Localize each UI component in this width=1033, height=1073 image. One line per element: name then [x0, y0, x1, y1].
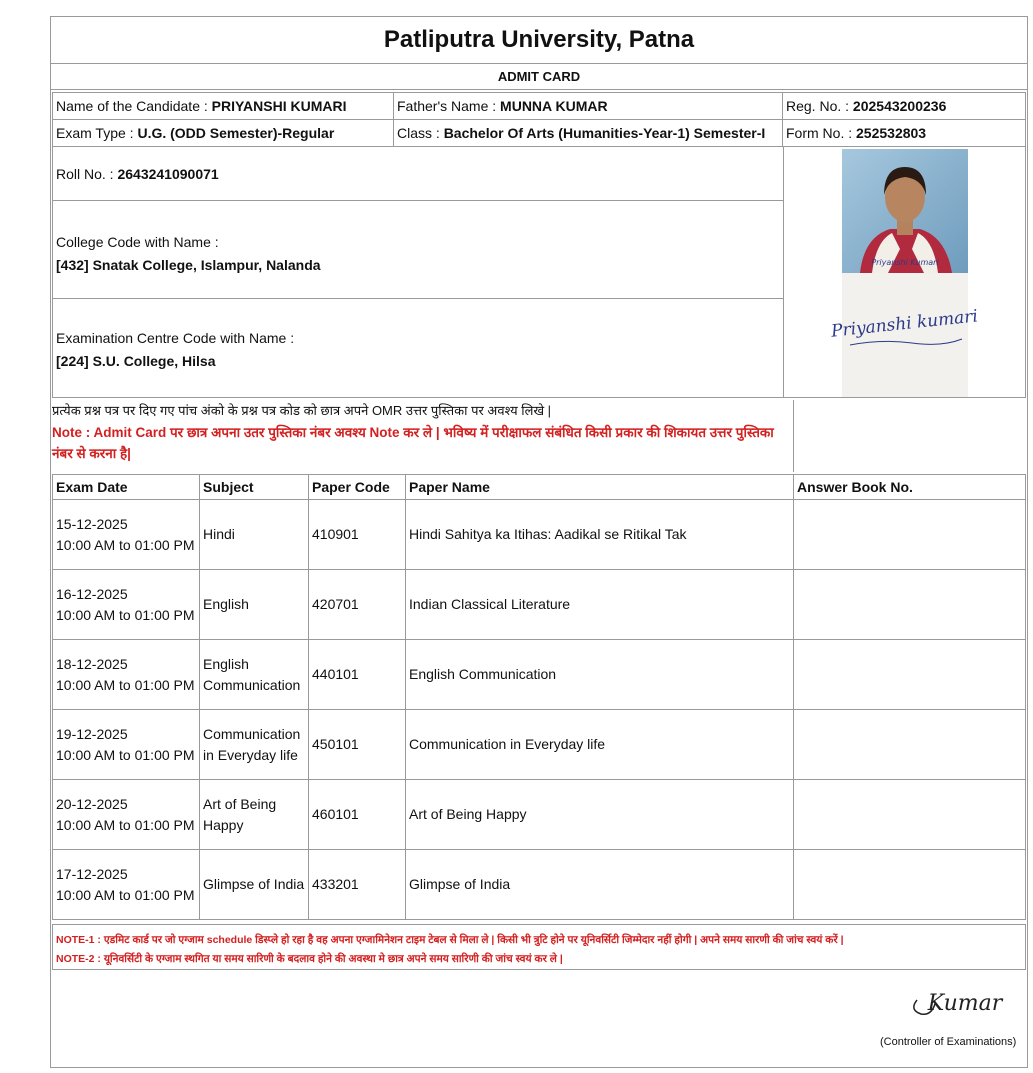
paper-name: Glimpse of India: [406, 850, 794, 920]
exam-date-cell: [53, 500, 200, 570]
father-name-cell: [394, 93, 783, 120]
subject: Glimpse of India: [200, 850, 309, 920]
subject: English Communication: [200, 640, 309, 710]
candidate-signature: Priyanshi kumari: [830, 306, 979, 342]
paper-code: 450101: [309, 710, 406, 780]
paper-name: Indian Classical Literature: [406, 570, 794, 640]
paper-code: 440101: [309, 640, 406, 710]
candidate-name-label: Name of the Candidate :: [56, 98, 212, 114]
candidate-name-cell: [53, 93, 394, 120]
exam-date-cell: [53, 850, 200, 920]
subject: Art of Being Happy: [200, 780, 309, 850]
answer-book-no: [794, 780, 1026, 850]
instruction-line: प्रत्येक प्रश्न पत्र पर दिए गए पांच अंको के प्रश्न पत्र कोड को छात्र अपने OMR उत्तर पुस्तिका पर अवश्य लिखे |: [52, 403, 552, 418]
controller-signature: [905, 980, 1025, 1030]
header-paper-name: Paper Name: [406, 475, 794, 500]
header-exam-date: Exam Date: [53, 475, 200, 500]
answer-book-no: [794, 710, 1026, 780]
exam-type-label: Exam Type :: [56, 125, 138, 141]
father-name-label: Father's Name :: [397, 98, 501, 114]
table-row: [53, 640, 1026, 710]
exam-date: 15-12-2025: [56, 515, 128, 532]
class-label: Class :: [397, 125, 444, 141]
exam-time: 10:00 AM to 01:00 PM: [56, 536, 195, 553]
paper-name: Hindi Sahitya ka Itihas: Aadikal se Ritikal Tak: [406, 500, 794, 570]
roll-no-row: [53, 147, 783, 201]
reg-no-label: Reg. No. :: [786, 98, 853, 114]
father-name: MUNNA KUMAR: [500, 98, 608, 114]
candidate-name: PRIYANSHI KUMARI: [211, 98, 347, 114]
subject: English: [200, 570, 309, 640]
centre-name: [224] S.U. College, Hilsa: [56, 353, 216, 369]
schedule-header-row: [53, 475, 1026, 500]
header-subject: Subject: [200, 475, 309, 500]
note-2: NOTE-2 : यूनिवर्सिटी के एग्जाम स्थगित या समय सारिणी के बदलाव होने की अवस्था मे छात्र अपने समय सारिणी की जांच स्वयं कर ले |: [56, 953, 563, 965]
instruction-side-box: [793, 400, 1028, 472]
reg-no: 202543200236: [852, 98, 947, 114]
university-title: Patliputra University, Patna: [50, 16, 1028, 64]
exam-date: 17-12-2025: [56, 865, 128, 882]
answer-book-no: [794, 500, 1026, 570]
exam-type: U.G. (ODD Semester)-Regular: [137, 125, 335, 141]
paper-code: 433201: [309, 850, 406, 920]
exam-time: 10:00 AM to 01:00 PM: [56, 676, 195, 693]
paper-name: Art of Being Happy: [406, 780, 794, 850]
centre-row: [53, 299, 783, 397]
class-cell: [394, 120, 783, 147]
photo-caption: Priyanshi Kumari: [871, 258, 939, 267]
answer-book-note: Note : Admit Card पर छात्र अपना उतर पुस्तिका नंबर अवश्य Note कर ले | भविष्य में परीक्षाफल संबंधित किसी प्रकार की शिकायत उत्तर पुस्तिका नंबर से करना है|: [52, 425, 774, 461]
table-row: [53, 710, 1026, 780]
class-name: Bachelor Of Arts (Humanities-Year-1) Semester-I: [443, 125, 766, 141]
controller-label: (Controller of Examinations): [880, 1036, 1017, 1048]
answer-book-no: [794, 640, 1026, 710]
exam-date: 16-12-2025: [56, 585, 128, 602]
college-name: [432] Snatak College, Islampur, Nalanda: [56, 257, 321, 273]
controller-signature-text: Kumar: [927, 991, 1003, 1016]
subject: Hindi: [200, 500, 309, 570]
paper-code: 420701: [309, 570, 406, 640]
exam-time: 10:00 AM to 01:00 PM: [56, 606, 195, 623]
exam-date: 20-12-2025: [56, 795, 128, 812]
table-row: [53, 500, 1026, 570]
roll-no-label: Roll No. :: [56, 166, 118, 182]
document-title: ADMIT CARD: [50, 64, 1028, 90]
exam-time: 10:00 AM to 01:00 PM: [56, 886, 195, 903]
table-row: [53, 570, 1026, 640]
paper-code: 410901: [309, 500, 406, 570]
paper-name: English Communication: [406, 640, 794, 710]
exam-date-cell: [53, 640, 200, 710]
table-row: [53, 850, 1026, 920]
college-label: College Code with Name :: [56, 234, 219, 250]
subject: Communication in Everyday life: [200, 710, 309, 780]
notes-box: [52, 924, 1026, 970]
candidate-details-block: [52, 146, 1026, 398]
exam-time: 10:00 AM to 01:00 PM: [56, 816, 195, 833]
exam-time: 10:00 AM to 01:00 PM: [56, 746, 195, 763]
answer-book-no: [794, 570, 1026, 640]
college-row: [53, 201, 783, 299]
exam-date-cell: [53, 780, 200, 850]
paper-code: 460101: [309, 780, 406, 850]
table-row: [53, 780, 1026, 850]
exam-date: 19-12-2025: [56, 725, 128, 742]
roll-no: 2643241090071: [117, 166, 219, 182]
form-no: 252532803: [856, 125, 927, 141]
exam-date-cell: [53, 570, 200, 640]
exam-date: 18-12-2025: [56, 655, 128, 672]
header-answer-book: Answer Book No.: [794, 475, 1026, 500]
candidate-info-table: [52, 92, 1026, 147]
note-1: NOTE-1 : एडमिट कार्ड पर जो एग्जाम schedule डिस्प्ले हो रहा है वह अपना एग्जामिनेशन टाइम टेबल से मिला ले | किसी भी त्रुटि होने पर यूनिवर्सिटी जिम्मेदार नहीं होगी | अपने समय सारणी की जांच स्वयं करें |: [56, 934, 844, 946]
header-paper-code: Paper Code: [309, 475, 406, 500]
exam-type-cell: [53, 120, 394, 147]
form-no-cell: [783, 120, 1026, 147]
centre-label: Examination Centre Code with Name :: [56, 330, 295, 346]
exam-schedule-table: [52, 474, 1026, 920]
form-no-label: Form No. :: [786, 125, 857, 141]
instructions: [52, 400, 794, 464]
exam-date-cell: [53, 710, 200, 780]
candidate-photo: [830, 149, 979, 397]
reg-no-cell: [783, 93, 1026, 120]
candidate-details-left: [53, 147, 784, 397]
answer-book-no: [794, 850, 1026, 920]
paper-name: Communication in Everyday life: [406, 710, 794, 780]
